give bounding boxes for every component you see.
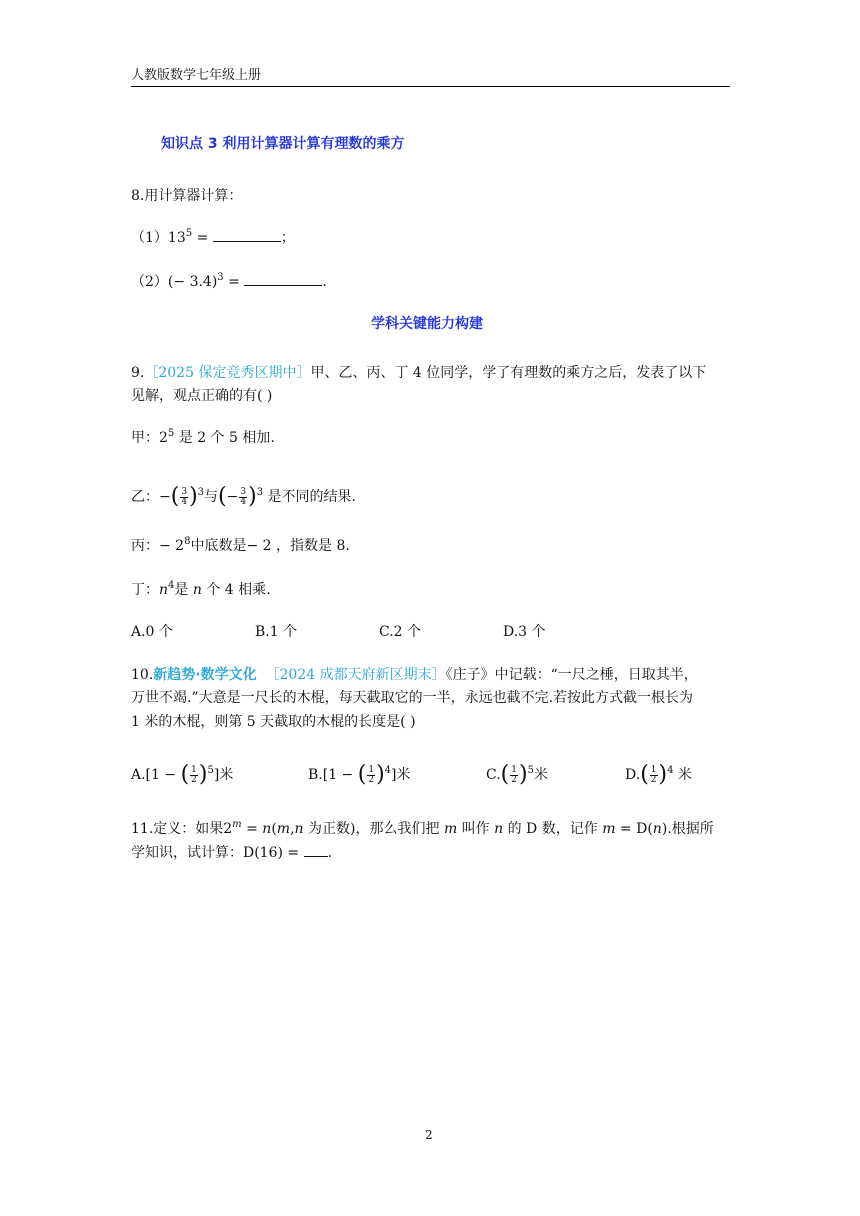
q8-part2-prefix: （2） bbox=[131, 274, 168, 290]
q8-stem: 8.用计算器计算： bbox=[131, 188, 243, 204]
q10-option-c-fraction: $\frac{1}{2}$ bbox=[511, 764, 517, 785]
section-title-key-abilities: 学科关键能力构建 bbox=[371, 316, 483, 332]
q9-statement-jia bbox=[131, 428, 275, 448]
q10-option-a[interactable]: A.[1 − ( $\frac{1}{2}$ )$^5$]米 bbox=[131, 762, 234, 787]
q8-part1-end: ； bbox=[280, 230, 295, 246]
bing-text: 中底数是− 2 ，指数是 8. bbox=[190, 538, 350, 554]
q9-statement-ding bbox=[131, 580, 271, 600]
q8-part2-answer-blank[interactable] bbox=[244, 272, 322, 286]
q10-source: ［2024 成都天府新区期末］ bbox=[265, 667, 446, 683]
q9-line1 bbox=[131, 363, 706, 383]
page-number: 2 bbox=[425, 1128, 433, 1142]
ding-exponent: 4 bbox=[168, 580, 175, 591]
q8-part2-base: (− 3.4) bbox=[167, 274, 218, 290]
q10-option-b[interactable]: B.[1 − ( $\frac{1}{2}$ )$^4$]米 bbox=[308, 762, 411, 787]
yi-conjunction: 与 bbox=[204, 489, 219, 505]
q8-part2-exponent: 3 bbox=[217, 272, 224, 283]
q9-source: ［2025 保定竞秀区期中］ bbox=[144, 365, 311, 381]
header-divider bbox=[131, 86, 730, 87]
q9-number: 9. bbox=[131, 365, 145, 381]
yi-fraction-1: $\frac{3}{4}$ bbox=[181, 486, 188, 507]
q10-text-line1: 《庄子》中记载：“一尺之棰，日取其半， bbox=[445, 667, 698, 683]
q10-text-line2: 万世不竭.”大意是一尺长的木棍，每天截取它的一半，永远也截不完.若按此方式截一根长为 bbox=[131, 690, 694, 706]
ding-prefix: 丁： bbox=[131, 582, 159, 598]
q8-part1-base: 13 bbox=[167, 230, 186, 246]
q11-line1: 11.定义：如果$2^m = n(m,n$ 为正数)，那么我们把 m 叫作 n 的 D 数，记作 m = D(n).根据所 bbox=[131, 819, 714, 837]
q8-part2-end: . bbox=[322, 274, 327, 290]
q9-option-b[interactable]: B.1 个 bbox=[255, 624, 298, 640]
yi-exponent-1: 3 bbox=[197, 487, 205, 498]
q10-option-c[interactable]: C.( $\frac{1}{2}$ )$^5$米 bbox=[486, 762, 548, 787]
yi-text: 是不同的结果. bbox=[263, 489, 356, 505]
yi-prefix: 乙：− bbox=[131, 489, 171, 505]
q10-line1 bbox=[131, 665, 698, 685]
q8-part1-prefix: （1） bbox=[131, 230, 168, 246]
q9-option-a[interactable]: A.0 个 bbox=[131, 624, 173, 640]
q10-option-d[interactable]: D.( $\frac{1}{2}$ )$^4$ 米 bbox=[625, 762, 692, 787]
q8-part1-exponent: 5 bbox=[185, 228, 193, 239]
document-header: 人教版数学七年级上册 bbox=[131, 68, 262, 83]
ding-mid: 是 bbox=[174, 582, 193, 598]
q9-statement-yi: 乙：−( $\frac{3}{4}$ )$^3$与(− $\frac{3}{4}$ )$^3$ 是不同的结果. bbox=[131, 484, 356, 509]
jia-base: 2 bbox=[159, 430, 168, 446]
q10-option-b-fraction: $\frac{1}{2}$ bbox=[368, 764, 375, 785]
q9-option-c[interactable]: C.2 个 bbox=[379, 624, 422, 640]
ding-variable: n bbox=[159, 582, 169, 598]
q8-part1 bbox=[131, 228, 295, 248]
q11-line2: 学知识，试计算：D(16) = . bbox=[131, 845, 333, 861]
q8-part2 bbox=[131, 272, 327, 292]
q11-answer-blank[interactable] bbox=[304, 843, 328, 857]
jia-exponent: 5 bbox=[167, 428, 175, 439]
q8-part2-equals: = bbox=[223, 274, 245, 290]
jia-prefix: 甲： bbox=[131, 430, 159, 446]
q9-statement-bing bbox=[131, 536, 350, 556]
yi-fraction-2: $\frac{3}{4}$ bbox=[240, 486, 247, 507]
q8-part1-answer-blank[interactable] bbox=[213, 228, 281, 242]
yi-negative: − bbox=[226, 489, 239, 505]
yi-exponent-2: 3 bbox=[256, 487, 264, 498]
jia-text: 是 2 个 5 相加. bbox=[174, 430, 275, 446]
bing-prefix: 丙：− 2 bbox=[131, 538, 185, 554]
bing-exponent: 8 bbox=[184, 536, 191, 547]
q8-part1-equals: = bbox=[192, 230, 213, 246]
q10-option-a-fraction: $\frac{1}{2}$ bbox=[191, 764, 197, 785]
q9-text-line2: 见解，观点正确的有( ) bbox=[131, 388, 273, 404]
ding-text: 个 4 相乘. bbox=[201, 582, 271, 598]
q9-text-line1: 甲、乙、丙、丁 4 位同学，学了有理数的乘方之后，发表了以下 bbox=[310, 365, 707, 381]
q10-text-line3: 1 米的木棍，则第 5 天截取的木棍的长度是( ) bbox=[131, 714, 416, 730]
q9-option-d[interactable]: D.3 个 bbox=[503, 624, 546, 640]
q10-option-d-fraction: $\frac{1}{2}$ bbox=[650, 764, 657, 785]
ding-variable-2: n bbox=[192, 582, 202, 598]
q10-number: 10. bbox=[131, 667, 154, 683]
q10-tag: 新趋势·数学文化 bbox=[153, 667, 257, 683]
section-title-knowledge-point: 知识点 3 利用计算器计算有理数的乘方 bbox=[161, 136, 405, 152]
